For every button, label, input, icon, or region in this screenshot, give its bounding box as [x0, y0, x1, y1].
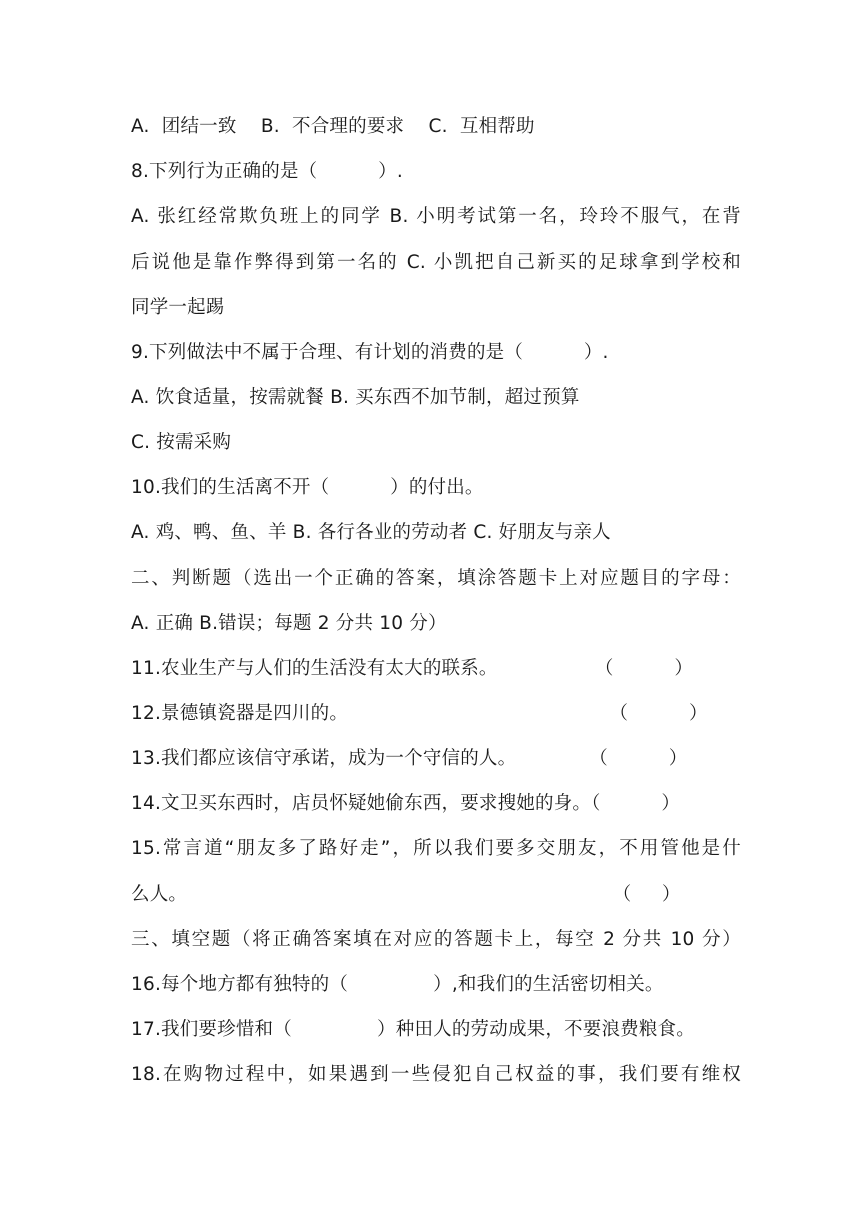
q8-options-line-2: 后说他是靠作弊得到第一名的 C. 小凯把自己新买的足球拿到学校和: [131, 252, 741, 273]
q12: 12.景德镇瓷器是四川的。 （ ）: [131, 703, 708, 724]
q11: 11.农业生产与人们的生活没有太大的联系。 （ ）: [131, 658, 694, 679]
q17: 17.我们要珍惜和（ ）种田人的劳动成果，不要浪费粮食。: [131, 1019, 695, 1040]
q15-line-2: 么人。 （ ）: [131, 884, 681, 905]
q15-line-1: 15.常言道“朋友多了路好走”，所以我们要多交朋友，不用管他是什: [131, 838, 741, 859]
q9-options-line-1: A. 饮食适量，按需就餐 B. 买东西不加节制，超过预算: [131, 387, 580, 408]
q9-stem: 9.下列做法中不属于合理、有计划的消费的是（ ）.: [131, 342, 609, 363]
q10-stem: 10.我们的生活离不开（ ）的付出。: [131, 477, 484, 498]
section-2-heading: 二、判断题（选出一个正确的答案，填涂答题卡上对应题目的字母：: [131, 568, 741, 589]
q9-options-line-2: C. 按需采购: [131, 432, 232, 453]
q18-line-1: 18.在购物过程中，如果遇到一些侵犯自己权益的事，我们要有维权: [131, 1064, 741, 1085]
section-3-heading: 三、填空题（将正确答案填在对应的答题卡上，每空 2 分共 10 分）: [131, 929, 741, 950]
q8-options-line-3: 同学一起踢: [131, 297, 225, 318]
section-2-heading-cont: A. 正确 B.错误；每题 2 分共 10 分）: [131, 613, 447, 634]
q14: 14.文卫买东西时，店员怀疑她偷东西，要求搜她的身。（ ）: [131, 793, 681, 814]
q8-stem: 8.下列行为正确的是（ ）.: [131, 161, 403, 182]
q16: 16.每个地方都有独特的（ ）,和我们的生活密切相关。: [131, 974, 664, 995]
q7-options: A. 团结一致 B. 不合理的要求 C. 互相帮助: [131, 116, 535, 137]
q10-options: A. 鸡、鸭、鱼、羊 B. 各行各业的劳动者 C. 好朋友与亲人: [131, 522, 611, 543]
q13: 13.我们都应该信守承诺，成为一个守信的人。 （ ）: [131, 748, 688, 769]
q8-options-line-1: A. 张红经常欺负班上的同学 B. 小明考试第一名，玲玲不服气，在背: [131, 206, 741, 227]
